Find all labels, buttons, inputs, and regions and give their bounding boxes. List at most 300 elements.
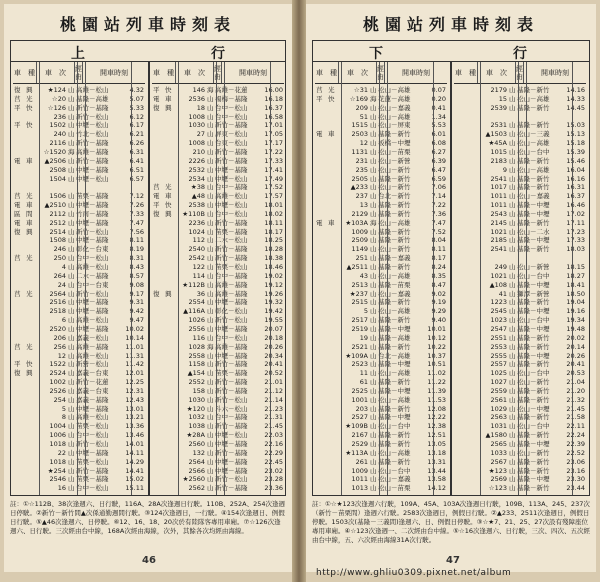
train-number: 261 [355, 457, 368, 466]
route-section: 基隆－新竹 [378, 298, 411, 307]
table-row [454, 192, 586, 201]
route-via: 山 [370, 254, 377, 263]
route-section: 新竹－基隆 [76, 466, 109, 475]
departure-time: 7.26 [129, 201, 144, 210]
table-row [454, 360, 586, 369]
table-row [454, 121, 586, 130]
train-type-2 [25, 307, 37, 316]
departure-time: 10.37 [427, 351, 446, 360]
route-section: 高雄－花蓮 [215, 86, 248, 94]
departure-time: 23.28 [264, 475, 283, 484]
column-divider [270, 62, 271, 495]
train-number: 249 [494, 263, 507, 271]
train-type-2 [466, 219, 478, 228]
train-type-2 [25, 449, 37, 458]
column-divider [480, 62, 481, 495]
train-type-2 [327, 121, 339, 130]
train-type-1 [454, 467, 466, 476]
train-type-1 [315, 183, 327, 192]
table-row [13, 148, 145, 157]
departure-time: 14.29 [125, 457, 144, 466]
table-row [315, 387, 447, 396]
departure-time: 20.26 [566, 351, 585, 360]
train-type-2 [466, 360, 478, 369]
route-section: 苗栗－松山 [76, 457, 109, 466]
train-number: 1006 [49, 431, 66, 440]
departure-time: 14.12 [427, 484, 446, 493]
train-number: 1018 [49, 440, 66, 448]
route-via: 山 [370, 422, 377, 431]
departure-time: 16.37 [264, 103, 283, 112]
train-type-2 [164, 449, 176, 458]
train-type-1 [454, 272, 466, 281]
train-type-1 [152, 272, 164, 281]
table-row [454, 219, 586, 228]
train-type-1 [152, 431, 164, 440]
train-type-2 [466, 422, 478, 431]
train-number: 18 [196, 103, 205, 112]
train-type-2 [327, 352, 339, 361]
departure-time: 17.52 [264, 183, 283, 192]
route-section: 高雄－松山 [76, 413, 109, 422]
table-row [152, 95, 284, 104]
train-number: ☆126 [47, 103, 66, 112]
train-type-1 [454, 307, 466, 316]
departure-time: 9.02 [431, 289, 446, 298]
table-row [315, 113, 447, 122]
train-number: 1009 [351, 466, 368, 475]
train-number: 1009 [351, 227, 368, 236]
train-type-2 [466, 254, 478, 263]
departure-time: 9.19 [431, 298, 446, 307]
route-via: 山 [509, 147, 516, 156]
train-number: ★103A [345, 218, 368, 227]
train-type-2 [327, 104, 339, 113]
table-row [13, 175, 145, 184]
route-section: 基隆－中壢 [378, 324, 411, 333]
table-row [454, 139, 586, 148]
train-type-2 [25, 378, 37, 387]
train-type-2 [25, 325, 37, 334]
departure-time: 13.46 [125, 431, 144, 440]
departure-time: 20.52 [264, 369, 283, 378]
train-number: 1027 [490, 378, 507, 387]
train-type-2 [327, 148, 339, 157]
train-type-1 [315, 263, 327, 272]
route-via: 山 [207, 139, 214, 148]
table-row [454, 405, 586, 414]
route-section: 新竹－基隆 [215, 448, 248, 457]
train-type-2 [164, 130, 176, 139]
train-type-1 [152, 422, 164, 431]
route-section: 中壢－基隆 [215, 466, 248, 475]
table-row [152, 263, 284, 272]
route-via: 山 [68, 263, 75, 271]
route-via: 山 [370, 156, 377, 165]
table-row [13, 139, 145, 148]
route-section: 基隆－中壢 [378, 386, 411, 395]
table-row [315, 449, 447, 458]
route-section: 基隆－新竹 [517, 174, 550, 183]
train-number: 2524 [49, 369, 66, 378]
route-section: 松山－高雄 [378, 448, 411, 457]
table-row [454, 148, 586, 157]
departure-time: 13.18 [427, 448, 446, 457]
train-type-2 [164, 387, 176, 396]
table-row [13, 298, 145, 307]
route-via [508, 254, 516, 263]
route-via: 山 [509, 422, 516, 431]
table-row [315, 245, 447, 254]
table-row [152, 130, 284, 139]
route-section: 高雄－松山 [76, 316, 109, 325]
table-row [152, 387, 284, 396]
train-number [478, 254, 508, 263]
departure-time [562, 254, 586, 263]
route-section: 基隆－中壢 [517, 201, 550, 210]
table-row [152, 334, 284, 343]
train-number: 12 [359, 139, 368, 148]
departure-time: 21.32 [566, 395, 585, 404]
route-via: 山 [68, 192, 75, 201]
train-type-2 [327, 175, 339, 184]
departure-time: 19.32 [264, 298, 283, 307]
departure-time: 7.47 [129, 218, 144, 227]
train-type-2: 快 [26, 103, 33, 112]
train-type-2 [466, 245, 478, 254]
table-row [152, 458, 284, 467]
train-type-1 [152, 298, 164, 307]
table-row [13, 245, 145, 254]
train-number: 203 [355, 404, 368, 413]
table-row [13, 236, 145, 245]
train-type-1 [152, 175, 164, 184]
train-type-2: 興 [165, 209, 172, 218]
table-row [13, 387, 145, 396]
train-number: 1038 [188, 422, 205, 431]
train-type-2 [327, 467, 339, 476]
train-type-1 [13, 449, 25, 458]
train-type-1 [13, 458, 25, 467]
train-number: 2562 [188, 484, 205, 493]
route-section: 高雄－基隆 [76, 342, 109, 351]
train-number: 2518 [49, 307, 66, 316]
train-type-1 [152, 245, 164, 254]
train-type-1 [152, 236, 164, 245]
table-row [454, 201, 586, 210]
route-via: 山 [370, 192, 377, 201]
departure-time: 21.45 [566, 404, 585, 413]
train-type-2 [164, 467, 176, 476]
train-type-1: 莒 [316, 86, 323, 94]
table-row [152, 307, 284, 316]
train-type-2: 車 [328, 130, 335, 139]
departure-time: 9.47 [129, 316, 144, 325]
train-number: 1502 [49, 121, 66, 130]
departure-time: 16.00 [264, 86, 283, 94]
train-number: 158 [192, 386, 205, 395]
table-row [454, 334, 586, 343]
train-number: 2519 [351, 324, 368, 333]
train-type-2 [466, 413, 478, 422]
route-via: 山 [370, 263, 377, 271]
train-number: 16 [57, 484, 66, 493]
train-type-2 [164, 440, 176, 449]
table-row [13, 352, 145, 361]
route-via: 山 [207, 183, 214, 192]
train-type-2 [327, 228, 339, 237]
table-row [13, 413, 145, 422]
route-section: 基隆－新竹 [378, 201, 411, 210]
route-via: 山 [68, 351, 75, 360]
route-section: 基隆－新竹 [517, 218, 550, 227]
route-via: 山 [68, 121, 75, 130]
route-via: 山 [370, 165, 377, 174]
train-number: 122 [192, 263, 205, 271]
train-number: 1149 [351, 245, 368, 254]
route-via: 山 [370, 324, 377, 333]
train-type-2 [164, 458, 176, 467]
train-type-1: 區 [14, 209, 21, 218]
departure-time: 19.48 [566, 324, 585, 333]
train-number: 2508 [49, 165, 66, 174]
table-row [13, 405, 145, 414]
table-row [152, 86, 284, 95]
route-via: 山 [370, 227, 377, 236]
train-number: ★113A [345, 448, 368, 457]
train-type-1: 電 [153, 192, 160, 201]
route-via: 山 [207, 201, 214, 210]
departure-time: 7.36 [431, 209, 446, 218]
table-row [454, 422, 586, 431]
right-header-cell: 開車時刻 [402, 68, 430, 77]
departure-time: 8.11 [129, 236, 144, 245]
table-row [454, 475, 586, 484]
train-type-2 [466, 95, 478, 104]
train-type-1 [152, 458, 164, 467]
route-via: 山 [509, 333, 516, 342]
route-section: 新竹－基隆 [215, 218, 248, 227]
train-number: ☆1520 [43, 147, 66, 156]
departure-time: 7.56 [129, 227, 144, 236]
departure-time: 15.03 [566, 121, 585, 130]
train-type-2 [25, 352, 37, 361]
train-type-1 [152, 281, 164, 290]
train-type-1 [315, 281, 327, 290]
route-section: 松山－高雄 [517, 139, 550, 148]
train-type-1 [315, 369, 327, 378]
train-type-2 [164, 236, 176, 245]
train-type-2: 光 [26, 342, 33, 351]
route-section: 新竹－基隆 [215, 121, 248, 130]
right-footnote: 註：①☆★123次逢週六行駛，109A、45A、103A次逢週日行駛，109B、113A、245、237次（新竹－苗栗間）逢週六行駛。2583次逢週日，例假日行駛。②▲233、2511次逢週日，例假日停駛。1503次(基隆－三義間)逢週六、日、例假日停駛。③☆★7、21、25、27次設有殘障座位專用車廂。④☆123次逢週一、二次經由台中線。⑤☆16次逢週六、日行駛，三次、四次、五次經由台中線，五、六次經由海線31A次行駛。 [312, 500, 590, 544]
departure-time: 19.04 [566, 298, 585, 307]
route-via: 山 [68, 201, 75, 210]
departure-time: 23.36 [264, 484, 283, 493]
route-section: 松山－高雄 [378, 218, 411, 227]
route-section: 新竹－基隆 [215, 360, 248, 369]
table-row [13, 192, 145, 201]
table-row [315, 183, 447, 192]
departure-time: 12.08 [427, 404, 446, 413]
train-number: ▲1503 [485, 130, 507, 139]
train-number: 146 [192, 86, 205, 94]
table-row [13, 210, 145, 219]
departure-time: 16.58 [264, 112, 283, 121]
train-type-1 [315, 334, 327, 343]
train-type-1 [454, 201, 466, 210]
departure-time: 13.44 [427, 466, 446, 475]
departure-time: 21.45 [264, 422, 283, 431]
route-via: 山 [370, 271, 377, 280]
left-title: 桃園站列車時刻表 [59, 15, 236, 34]
route-section: 中壢－基隆 [215, 324, 248, 333]
route-via: 山 [68, 466, 75, 475]
train-number: 1030 [188, 395, 205, 404]
route-section: 基隆－嘉義 [378, 254, 411, 263]
train-number: 2167 [351, 431, 368, 440]
departure-time: 8.35 [431, 271, 446, 280]
train-type-2 [25, 148, 37, 157]
train-type-2 [466, 431, 478, 440]
train-type-2 [327, 236, 339, 245]
table-row [315, 369, 447, 378]
train-type-1: 平 [14, 360, 21, 369]
train-type-1 [454, 254, 466, 263]
table-row [152, 440, 284, 449]
train-type-1 [152, 316, 164, 325]
train-type-2 [466, 387, 478, 396]
train-type-2 [164, 369, 176, 378]
train-number: 132 [192, 448, 205, 457]
train-type-2: 車 [328, 218, 335, 227]
route-section: 中壢－基隆 [215, 440, 248, 448]
table-row [315, 272, 447, 281]
departure-time: 6.26 [129, 139, 144, 148]
route-section: 松山－新竹 [378, 165, 411, 174]
departure-time: 17.41 [264, 165, 283, 174]
train-number: ★112B [182, 280, 205, 289]
train-type-2 [164, 157, 176, 166]
table-row [13, 475, 145, 484]
table-row [152, 449, 284, 458]
column-divider [572, 62, 573, 495]
route-section: 基隆－新竹 [378, 227, 411, 236]
train-number: 251 [355, 254, 368, 263]
route-section: 二水－基隆 [76, 271, 109, 280]
train-number: 1158 [188, 360, 205, 369]
train-number [478, 113, 508, 122]
table-row [152, 281, 284, 290]
train-number: ▲1580 [485, 431, 507, 440]
train-type-2: 光 [165, 183, 172, 192]
train-type-1 [454, 484, 466, 493]
train-type-2 [25, 183, 37, 192]
train-type-2 [327, 290, 339, 299]
train-type-2: 快 [26, 121, 33, 130]
train-type-2 [164, 307, 176, 316]
departure-time: 22.29 [264, 448, 283, 457]
route-section: 基隆－新竹 [517, 183, 550, 192]
table-row [152, 360, 284, 369]
train-type-2 [466, 484, 478, 493]
train-type-1 [152, 130, 164, 139]
route-via: 山 [509, 183, 516, 192]
right-title: 桃園站列車時刻表 [362, 15, 539, 34]
table-row [13, 458, 145, 467]
table-row [152, 219, 284, 228]
departure-time: 16.04 [566, 165, 585, 174]
table-row [13, 467, 145, 476]
route-via: 山 [68, 378, 75, 387]
train-type-2 [327, 263, 339, 272]
route-via: 山 [509, 342, 516, 351]
table-row [315, 130, 447, 139]
train-number: 2565 [490, 440, 507, 448]
table-row [152, 228, 284, 237]
route-via: 山 [68, 386, 75, 395]
train-type-1 [315, 113, 327, 122]
departure-time: 7.33 [129, 209, 144, 218]
column-divider [224, 62, 225, 495]
train-type-2 [327, 405, 339, 414]
departure-time: 9.17 [129, 289, 144, 298]
train-type-1 [454, 104, 466, 113]
route-section: 斗六－松山 [215, 404, 248, 413]
train-number: 1011 [490, 201, 507, 210]
train-type-2 [164, 281, 176, 290]
train-number: 254 [53, 395, 66, 404]
route-section: 基隆－中壢 [517, 307, 550, 316]
departure-time: 6.51 [129, 165, 144, 174]
train-type-2 [25, 387, 37, 396]
route-section: 基隆－高雄 [76, 94, 109, 103]
train-type-1 [13, 113, 25, 122]
train-type-2 [327, 298, 339, 307]
route-via: 山 [207, 94, 214, 103]
train-type-2 [164, 148, 176, 157]
train-type-1 [454, 148, 466, 157]
route-section: 台中－松山 [215, 103, 248, 112]
route-section: 新竹－松山 [215, 475, 248, 484]
route-section: 新竹－基隆 [215, 422, 248, 431]
route-section: 中壢－松山 [76, 174, 109, 183]
train-type-2: 車 [26, 156, 33, 165]
route-via: 山 [509, 289, 516, 298]
train-type-1: 復 [153, 209, 160, 218]
departure-time: 23.16 [566, 466, 585, 475]
table-row [152, 139, 284, 148]
departure-time: 18.28 [264, 245, 283, 254]
route-via: 山 [370, 236, 377, 245]
route-via: 山 [370, 112, 377, 121]
train-type-1 [315, 352, 327, 361]
departure-time: 8.57 [129, 271, 144, 280]
table-row [315, 210, 447, 219]
departure-time: 10.01 [427, 324, 446, 333]
route-section: 中壢－基隆 [76, 201, 109, 210]
train-type-2 [466, 210, 478, 219]
route-section: 基隆－新竹 [378, 342, 411, 351]
route-via: 山 [370, 280, 377, 289]
train-type-1 [454, 378, 466, 387]
route-via: 山 [207, 236, 214, 245]
train-number: 240 [53, 130, 66, 139]
column-divider [216, 62, 217, 495]
right-header-cell: 經由 [516, 62, 524, 83]
departure-time: 15.39 [566, 147, 585, 156]
table-row [152, 236, 284, 245]
